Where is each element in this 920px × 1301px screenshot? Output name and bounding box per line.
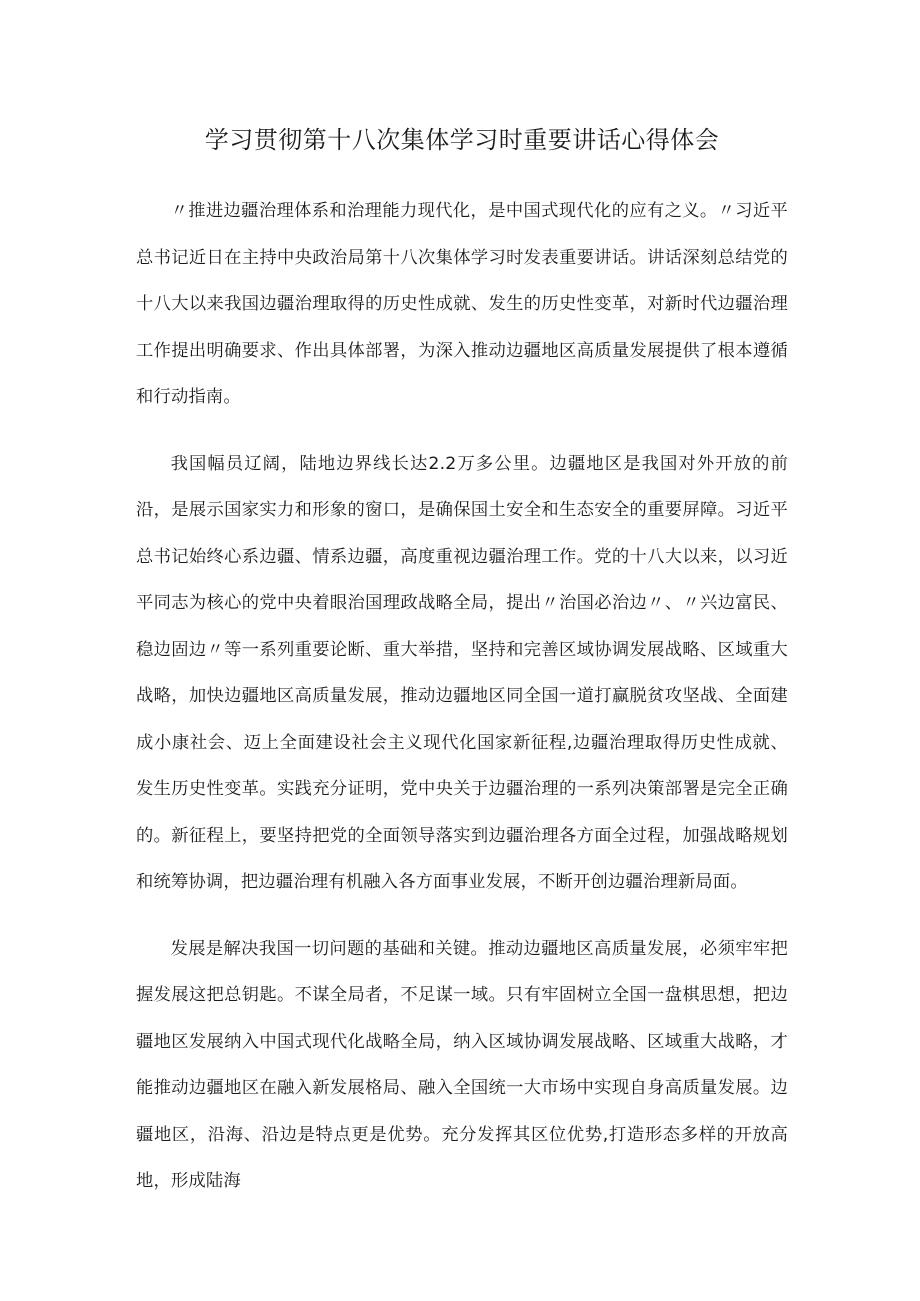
document-title: 学习贯彻第十八次集体学习时重要讲话心得体会 [204,126,720,154]
paragraph-2: 我国幅员辽阔，陆地边界线长达2.2万多公里。边疆地区是我国对外开放的前沿，是展示国家实力和形象的窗口，是确保国土安全和生态安全的重要屏障。习近平总书记始终心系边疆、情系边疆，高度重视边疆治理工作。党的十八大以来，以习近平同志为核心的党中央着眼治国理政战略全局，提出〃治国必治边〃、〃兴边富民、稳边固边〃等一系列重要论断、重大举措，坚持和完善区域协调发展战略、区域重大战略，加快边疆地区高质量发展，推动边疆地区同全国一道打赢脱贫攻坚战、全面建成小康社会、迈上全面建设社会主义现代化国家新征程,边疆治理取得历史性成就、发生历史性变革。实践充分证明，党中央关于边疆治理的一系列决策部署是完全正确的。新征程上，要坚持把党的全面领导落实到边疆治理各方面全过程，加强战略规划和统筹协调，把边疆治理有机融入各方面事业发展，不断开创边疆治理新局面。 [136,453,788,892]
paragraph-3: 发展是解决我国一切问题的基础和关键。推动边疆地区高质量发展，必须牢牢把握发展这把总钥匙。不谋全局者，不足谋一域。只有牢固树立全国一盘棋思想，把边疆地区发展纳入中国式现代化战略全局，纳入区域协调发展战略、区域重大战略，才能推动边疆地区在融入新发展格局、融入全国统一大市场中实现自身高质量发展。边疆地区，沿海、沿边是特点更是优势。充分发挥其区位优势,打造形态多样的开放高地，形成陆海 [136,938,788,1191]
paragraph-1: 〃推进边疆治理体系和治理能力现代化，是中国式现代化的应有之义。〃习近平总书记近日在主持中央政治局第十八次集体学习时发表重要讲话。讲话深刻总结党的十八大以来我国边疆治理取得的历史性成就、发生的历史性变革，对新时代边疆治理工作提出明确要求、作出具体部署，为深入推动边疆地区高质量发展提供了根本遵循和行动指南。 [136,201,788,407]
